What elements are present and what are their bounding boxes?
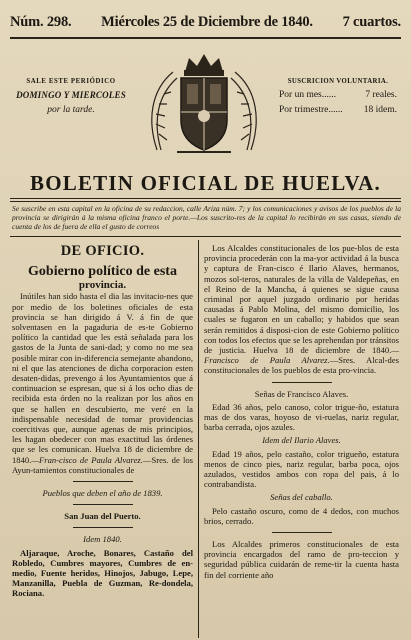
body-top-rule xyxy=(10,236,401,237)
price-quarter-label: Por trimestre...... xyxy=(279,105,343,115)
subheading-pueblos: Pueblos que deben el año de 1839. xyxy=(42,488,163,499)
column-divider xyxy=(198,240,199,638)
paragraph-end: —Sres. Alcal-des constitucionales de los pueblos de esta pro-vincia. xyxy=(204,355,399,376)
town-list: Aljaraque, Aroche, Bonares, Castaño del Robledo, Cumbres mayores, Cumbres de en-medio, Fuente heridos, Hinojos, Jabugo, Lepe, Manzanilla, Puebla de Guzman, Re-dondela, Rociana. xyxy=(12,547,193,599)
paragraph: Los Alcaldes primeros constitucionales de esta provincia encargados del ramo de pro-teccion y seguridad pública cuidarán de reme-tir la cuenta hasta fin del corriente año xyxy=(204,539,399,580)
paragraph xyxy=(204,243,399,376)
subheading-senas-2: Idem del Ilario Alaves. xyxy=(262,435,341,446)
right-column xyxy=(204,243,399,580)
issue-number: Núm. 298. xyxy=(10,14,72,30)
subscription-note: Se suscribe en esta capital en la oficina de su redaccion, calle Ariza núm. 7; y los comunicaciones y avisos de los pueblos de la provincia se dirigirán á la misma oficina franco el porte.—Los suscrito-res de la capital lo recibirán en sus casas, siendo de cuenta de los de fuera de ella el gusto de correos xyxy=(12,204,401,231)
paragraph-text: Inútiles han sido hasta el dia las invitacio-nes que por medio de los boletines oficiales de esta provincia se han dirigido á V. á fin de que solventasen en la pagaduria de es-te Gobierno político la cantidad que les está señalada para los gastos de la Junta de sani-dad; y como no me sea posible mirar con in-diferencia semejante abandono, ni el que las atenciones de dicha corporacion esten desaten-didas, prevengo á los Ayuntamientos que á continuacion se espresan, que si á los ocho dias de recibida esta órden no la realizan por los años en que se hallen en descubierto, me veré en la indispensable necesidad de tomar providencias coercitivas que, aunque agenas de mis principios, les hagan obedecer con mas exactitud las órdenes que se les comunican. Huelva 18 de diciembre de 1840. xyxy=(12,291,193,465)
paragraph: Edad 36 años, pelo canoso, color trigue-ño, estatura mas de dos varas, hoyoso de vi-ruelas, nariz regular, barba cerrada, ojos azules. xyxy=(204,401,399,433)
masthead-rule xyxy=(10,37,401,39)
section-title: Gobierno político de esta xyxy=(28,264,177,280)
royal-coat-of-arms-icon xyxy=(137,50,271,162)
title-rule-2 xyxy=(10,201,401,202)
price-month-value: 7 reales. xyxy=(365,90,397,100)
price-month xyxy=(279,90,397,100)
masthead-topline xyxy=(10,14,401,31)
short-rule xyxy=(73,481,133,482)
subscription-heading: SUSCRICION VOLUNTARIA. xyxy=(287,78,389,85)
schedule-line-1: SALE ESTE PERIÓDICO xyxy=(26,78,116,85)
short-rule xyxy=(272,532,332,533)
section-title-2: provincia. xyxy=(78,279,127,292)
paragraph: Pelo castaño oscuro, como de 4 dedos, con muchos brios, cerrado. xyxy=(204,505,399,526)
signature: —Francisco de Paula Alvarez. xyxy=(204,345,399,366)
paragraph: Edad 19 años, pelo castaño, color trigueño, estatura menos de cinco pies, nariz regular, barba poca, ojos azulados, vestidos ambos con ropa del pais, á lo contrabandista. xyxy=(204,448,399,490)
section-heading: DE OFICIO. xyxy=(60,243,145,259)
newspaper-title: BOLETIN OFICIAL DE HUELVA. xyxy=(30,171,381,195)
price-month-label: Por un mes...... xyxy=(279,90,336,100)
short-rule xyxy=(272,382,332,383)
subheading-senas-3: Señas del caballo. xyxy=(270,492,333,503)
price-quarter-value: 18 idem. xyxy=(363,105,397,115)
issue-date: Miércoles 25 de Diciembre de 1840. xyxy=(101,14,313,30)
subheading-senas-1: Señas de Francisco Alaves. xyxy=(254,388,349,399)
paragraph-end: —Sres. de los Ayun-tamientos constitucionales de xyxy=(12,454,193,475)
short-rule xyxy=(73,504,133,505)
paragraph-text: Los Alcaldes constitucionales de los pue-blos de esta provincia procederán con la ma-yor actividad á la busca y captura de Fran-cisco é Ilario Alaves, hermanos, mozos sol-teros, naturales de la villa de Valdepeñas, en el Reino de la Mancha, á quienes se sigue causa criminal por aquel juzgado ordinario por heridas causadas á Pablo Molina, del mismo domicilio, los cuales se fugaron en un caballo; y habidos que sean serán remitidos á disposi-cion de este Gobierno político con todos los efectos que se les aprehendan por tránsitos de justicia. Huelva 18 de diciembre de 1840. xyxy=(204,243,399,356)
schedule-line-3: por la tarde. xyxy=(47,105,95,115)
subscription-prices xyxy=(279,78,397,115)
publication-schedule xyxy=(12,78,130,115)
place-name: San Juan del Puerto. xyxy=(64,511,141,522)
left-column xyxy=(12,243,193,599)
issue-price: 7 cuartos. xyxy=(342,14,401,30)
paragraph xyxy=(12,291,193,475)
subheading-idem: Idem 1840. xyxy=(83,534,122,545)
signature: —Fran-cisco de Paula Alvarez. xyxy=(31,454,143,465)
schedule-line-2: DOMINGO Y MIERCOLES xyxy=(16,90,126,100)
short-rule xyxy=(73,527,133,528)
price-quarter xyxy=(279,105,397,115)
title-rule xyxy=(10,198,401,199)
